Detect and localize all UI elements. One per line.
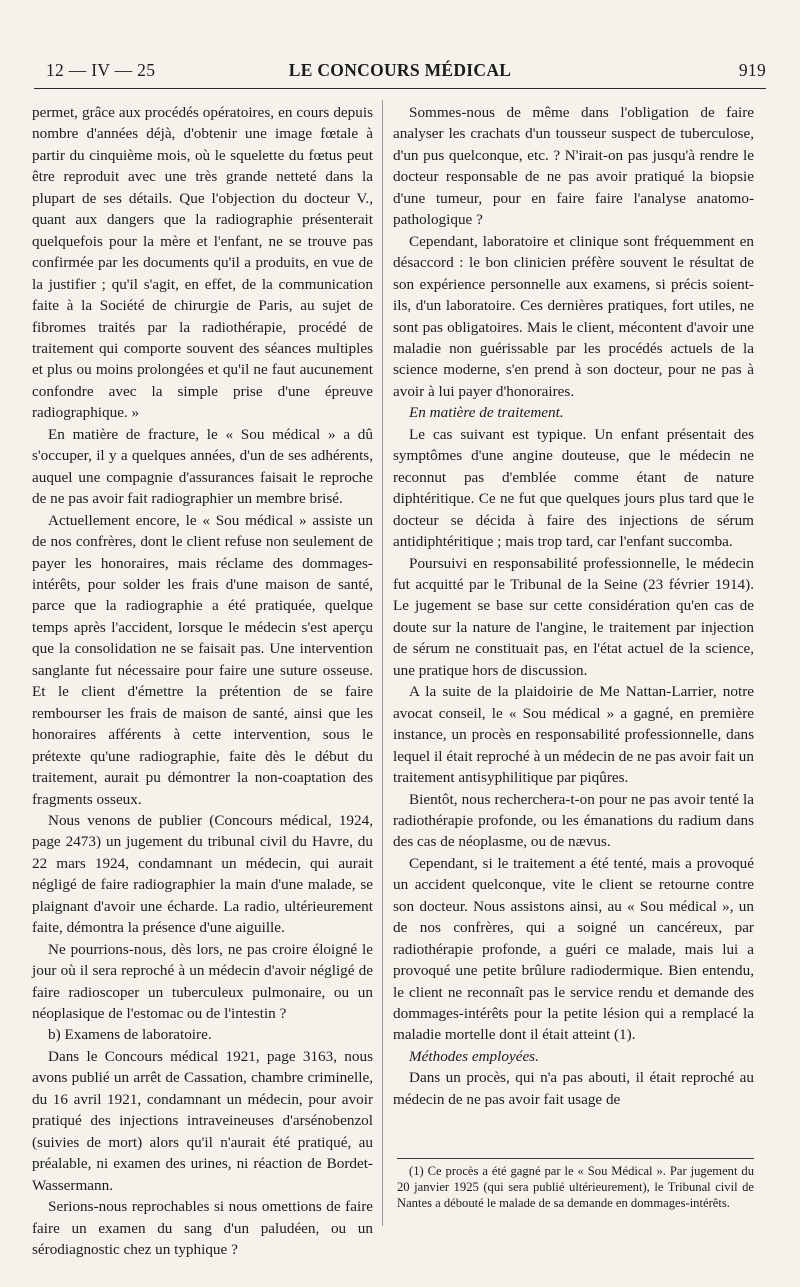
paragraph: Cependant, laboratoire et clinique sont fréquemment en désaccord : le bon clinicien préfère souvent le résultat de son expérience personnelle aux examens, si précis soient-ils, d'un laboratoire. Ces dernières pratiques, fort utiles, ne sont pas obligatoires. Mais le client, mécontent d'avoir une maladie non guérissable par les procédés actuels de la science moderne, s'en prend à son docteur, pour ne pas à avoir à lui payer d'honoraires.: [393, 232, 754, 400]
page-header: [34, 60, 766, 86]
page-number: 919: [738, 60, 766, 80]
paragraph: Serions-nous reprochables si nous omettions de faire faire un examen du sang d'un paludéen, ou un sérodiagnostic chez un typhique ?: [32, 1198, 373, 1259]
header-date: 12 — IV — 25: [46, 60, 156, 80]
paragraph: Bientôt, nous recherchera-t-on pour ne pas avoir tenté la radiothérapie profonde, ou les émanations du radium dans des cas de néoplasme, ou de nævus.: [393, 790, 754, 851]
section-heading: Méthodes employées.: [409, 1047, 539, 1065]
section-heading: En matière de traitement.: [409, 404, 564, 422]
paragraph: Ne pourrions-nous, dès lors, ne pas croire éloigné le jour où il sera reproché à un médecin d'avoir négligé de faire radioscoper un tuberculeux pulmonaire, ou un néoplasique de l'estomac ou de l'intestin ?: [32, 940, 373, 1023]
journal-title: LE CONCOURS MÉDICAL: [288, 60, 512, 80]
paragraph: A la suite de la plaidoirie de Me Nattan-Larrier, notre avocat conseil, le « Sou médical » a gagné, en première instance, un procès en responsabilité professionnelle, dans lequel il était reproché à un médecin de ne pas avoir fait un traitement antisyphilitique par piqûres.: [393, 683, 754, 787]
right-column: [393, 102, 754, 1110]
paragraph: Dans le Concours médical 1921, page 3163, nous avons publié un arrêt de Cassation, chambre criminelle, du 16 avril 1921, condamnant un médecin, pour avoir pratiqué des injections intraveineuses d'arsénobenzol (suivies de mort) alors qu'il n'aurait été pratiqué, au préalable, ni examen des urines, ni réaction de Bordet-Wassermann.: [32, 1047, 373, 1194]
header-rule: [34, 88, 766, 89]
footnote-text: (1) Ce procès a été gagné par le « Sou Médical ». Par jugement du 20 janvier 1925 (qui sera publié ultérieurement), le Tribunal civil de Nantes a débouté le malade de sa demande en dommages-intérêts.: [397, 1164, 754, 1210]
footnote: [397, 1158, 754, 1211]
paragraph: permet, grâce aux procédés opératoires, en cours depuis nombre d'années déjà, d'obtenir une image fœtale à partir du cinquième mois, où le squelette du fœtus peut être reproduit avec une très grande netteté dans la plupart de ses détails. Que l'objection du docteur V., quant aux dangers que la radiographie présenterait quelquefois pour la mère et l'enfant, ne se trouve pas confirmée par les documents qu'il a produits, en vue de la justifier ; qu'il s'agit, en effet, de la communication faite à la Société de chirurgie de Paris, au sujet de fibromes traités par la radiothérapie, procédé de traitement qui comporte souvent des séances multiples et plus ou moins prolongées et qu'il ne faut aucunement confondre avec la simple prise d'une épreuve radiographique. »: [32, 104, 373, 422]
section-heading: b) Examens de laboratoire.: [48, 1026, 212, 1044]
paragraph: Cependant, si le traitement a été tenté, mais a provoqué un accident quelconque, vite le client se retourne contre son docteur. Nous assistons ainsi, au « Sou médical », un de nos confrères, qui a soigné un cancéreux, par radiothérapie profonde, a guéri ce malade, mais lui a provoqué une petite brûlure radiodermique. Bien entendu, le client ne reconnaît pas le service rendu et demande des dommages-intérêts pour la petite lésion qui a remplacé la maladie mortelle dont il était atteint (1).: [393, 854, 754, 1044]
paragraph: Sommes-nous de même dans l'obligation de faire analyser les crachats d'un tousseur suspect de tuberculose, d'un pus quelconque, etc. ? N'irait-on pas jusqu'à rendre le docteur responsable de ne pas avoir pratiqué la biopsie d'une tumeur, pour en faire faire l'analyse anatomo-pathologique ?: [393, 104, 754, 229]
paragraph: Nous venons de publier (Concours médical, 1924, page 2473) un jugement du tribunal civil du Havre, du 22 mars 1924, condamnant un médecin, qui aurait négligé de faire radiographier la main d'une malade, se plaignant d'avoir une écharde. La radio, ultérieurement faite, démontra la présence d'une aiguille.: [32, 811, 373, 937]
left-column: [32, 102, 373, 1260]
paragraph: Poursuivi en responsabilité professionnelle, le médecin fut acquitté par le Tribunal de la Seine (23 février 1914). Le jugement se base sur cette considération qu'en cas de doute sur la nature de l'angine, le traitement par injection de sérum ne constituait pas, en l'état actuel de la science, une pratique hors de discussion.: [393, 554, 754, 679]
paragraph: En matière de fracture, le « Sou médical » a dû s'occuper, il y a quelques années, d'un de ses adhérents, auquel une compagnie d'assurances faisait le reproche de ne pas avoir fait radiographier un membre brisé.: [32, 425, 373, 508]
paragraph: Le cas suivant est typique. Un enfant présentait des symptômes d'une angine douteuse, que le médecin ne reconnut pas d'emblée comme étant de nature diphtéritique. Ce ne fut que quelques jours plus tard que le docteur se décida à faire des injections de sérum antidiphtéritique ; mais trop tard, car l'enfant succomba.: [393, 425, 754, 551]
column-divider: [382, 100, 383, 1226]
paragraph: Actuellement encore, le « Sou médical » assiste un de nos confrères, dont le client refuse non seulement de payer les honoraires, mais réclame des dommages-intérêts, pour solder les frais d'une maison de santé, parce que la radiographie a été pratiquée, quelque temps après l'accident, lorsque le médecin s'est aperçu que la consolidation ne se faisait pas. Une intervention sanglante fut nécessaire pour faire une suture osseuse. Et le client d'émettre la prétention de se faire rembourser les frais de maison de santé, ainsi que les honoraires afférents à cette intervention, sous le prétexte qu'une radiographie, faite dès le début du traitement, aurait pu démontrer la non-coaptation des fragments osseux.: [32, 511, 373, 808]
paragraph: Dans un procès, qui n'a pas abouti, il était reproché au médecin de ne pas avoir fait usage de: [393, 1069, 754, 1108]
